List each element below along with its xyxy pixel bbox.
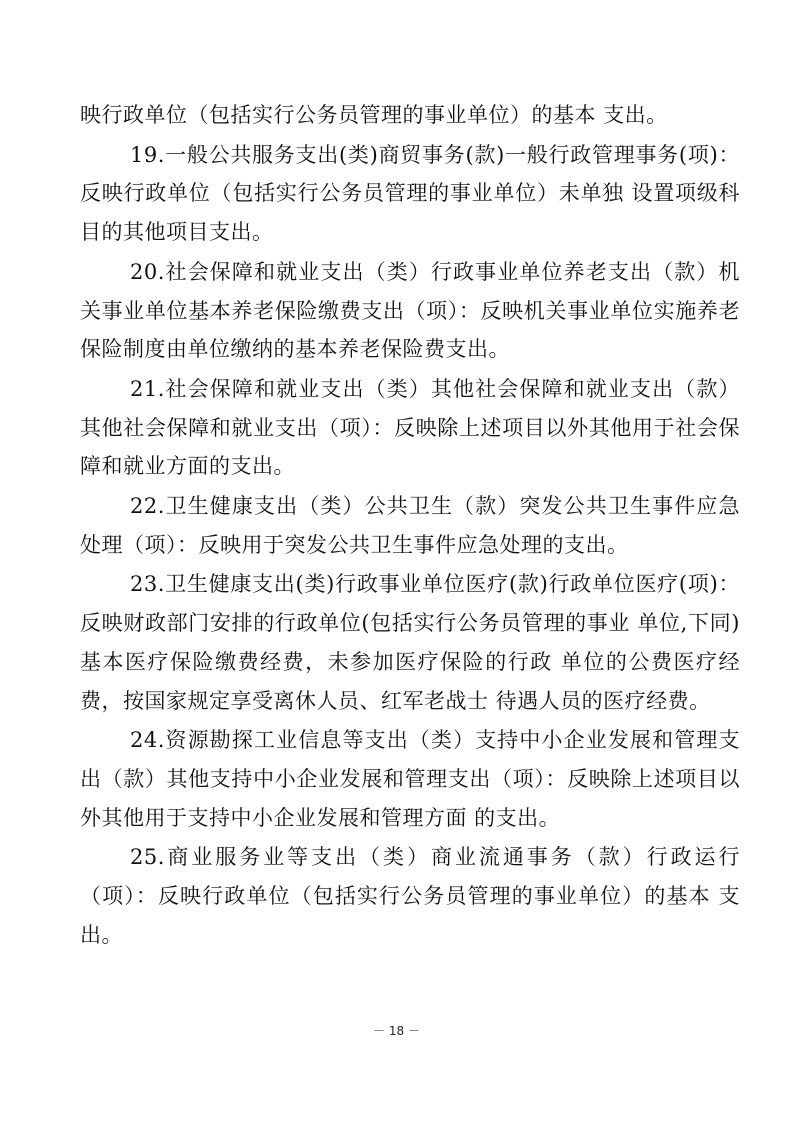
paragraph-item-22: 22.卫生健康支出（类）公共卫生（款）突发公共卫生事件应急处理（项）：反映用于突发公共卫生事件应急处理的支出。 bbox=[80, 494, 740, 557]
paragraph-item-24: 24.资源勘探工业信息等支出（类）支持中小企业发展和管理支出（款）其他支持中小企业发展和管理支出（项）：反映除上述项目以外其他用于支持中小企业发展和管理方面 的支出。 bbox=[80, 728, 740, 830]
paragraph-item-20: 20.社会保障和就业支出（类）行政事业单位养老支出（款）机关事业单位基本养老保险缴费支出（项）：反映机关事业单位实施养老保险制度由单位缴纳的基本养老保险费支出。 bbox=[80, 259, 740, 362]
paragraph-item-19: 19.一般公共服务支出(类)商贸事务(款)一般行政管理事务(项)：反映行政单位（包括实行公务员管理的事业单位）未单独 设置项级科目的其他项目支出。 bbox=[80, 142, 740, 245]
paragraph-continuation: 映行政单位（包括实行公务员管理的事业单位）的基本 支出。 bbox=[80, 103, 668, 127]
paragraph-item-23: 23.卫生健康支出(类)行政事业单位医疗(款)行政单位医疗(项)：反映财政部门安排的行政单位(包括实行公务员管理的事业 单位,下同)基本医疗保险缴费经费，未参加医疗保险的行政 单位的公费医疗经费，按国家规定享受离休人员、红军老战士 待遇人员的医疗经费。 bbox=[80, 572, 740, 713]
document-body bbox=[80, 96, 740, 955]
paragraph-item-25: 25.商业服务业等支出（类）商业流通事务（款）行政运行（项）：反映行政单位（包括实行公务员管理的事业单位）的基本 支出。 bbox=[80, 845, 740, 947]
paragraph-item-21: 21.社会保障和就业支出（类）其他社会保障和就业支出（款）其他社会保障和就业支出（项）：反映除上述项目以外其他用于社会保障和就业方面的支出。 bbox=[80, 376, 740, 479]
page-number: － 18 － bbox=[373, 1024, 420, 1038]
